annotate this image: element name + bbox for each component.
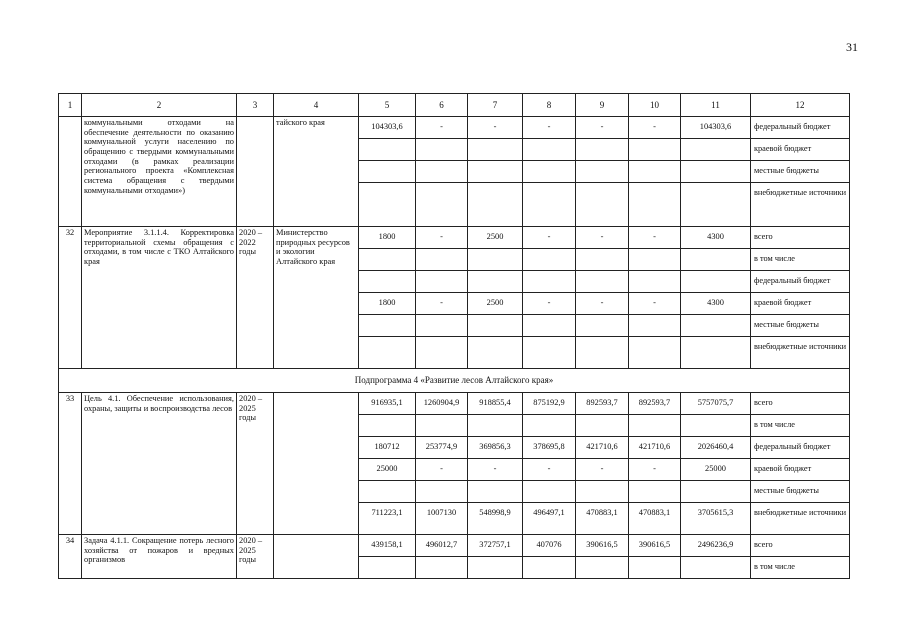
table-cell bbox=[523, 183, 576, 227]
table-cell: коммунальными отходами на обеспечение деятельности по оказанию коммунальной услуги населению по обращению с твердыми коммунальными отходами (в рамках реализации регионального проекта «Комплексная система обращения с твердыми коммунальными отходами») bbox=[82, 117, 237, 227]
program-table bbox=[58, 93, 850, 579]
table-cell: 104303,6 bbox=[359, 117, 416, 139]
table-cell bbox=[468, 139, 523, 161]
table-row bbox=[59, 393, 850, 415]
table-cell bbox=[359, 557, 416, 579]
table-cell bbox=[523, 337, 576, 369]
table-cell bbox=[576, 315, 629, 337]
table-cell: - bbox=[523, 293, 576, 315]
table-cell: 34 bbox=[59, 535, 82, 579]
table-cell bbox=[681, 337, 751, 369]
table-cell: 390616,5 bbox=[629, 535, 681, 557]
table-cell bbox=[629, 183, 681, 227]
table-cell: 918855,4 bbox=[468, 393, 523, 415]
table-cell: 875192,9 bbox=[523, 393, 576, 415]
table-cell: всего bbox=[751, 227, 850, 249]
table-cell bbox=[523, 249, 576, 271]
table-cell bbox=[416, 481, 468, 503]
table-cell: 548998,9 bbox=[468, 503, 523, 535]
table-cell bbox=[681, 139, 751, 161]
table-cell bbox=[416, 557, 468, 579]
table-cell bbox=[359, 271, 416, 293]
table-cell bbox=[416, 161, 468, 183]
table-cell: 916935,1 bbox=[359, 393, 416, 415]
table-cell: - bbox=[629, 459, 681, 481]
table-cell bbox=[523, 315, 576, 337]
table-cell bbox=[681, 249, 751, 271]
table-cell: 2496236,9 bbox=[681, 535, 751, 557]
table-cell bbox=[629, 161, 681, 183]
table-cell: 2500 bbox=[468, 227, 523, 249]
table-cell bbox=[416, 139, 468, 161]
table-cell: краевой бюджет bbox=[751, 459, 850, 481]
table-cell bbox=[629, 249, 681, 271]
table-cell: 180712 bbox=[359, 437, 416, 459]
table-cell: - bbox=[523, 227, 576, 249]
table-cell: 4300 bbox=[681, 227, 751, 249]
table-cell: тайского края bbox=[274, 117, 359, 227]
table-cell: - bbox=[416, 459, 468, 481]
table-cell: 378695,8 bbox=[523, 437, 576, 459]
table-row bbox=[59, 369, 850, 393]
table-cell: 2020 – 2025 годы bbox=[237, 535, 274, 579]
table-cell bbox=[576, 415, 629, 437]
table-cell: - bbox=[576, 117, 629, 139]
table-cell: 372757,1 bbox=[468, 535, 523, 557]
table-cell: 439158,1 bbox=[359, 535, 416, 557]
table-cell bbox=[576, 481, 629, 503]
column-header: 8 bbox=[523, 94, 576, 117]
table-cell: 4300 bbox=[681, 293, 751, 315]
table-cell: - bbox=[416, 293, 468, 315]
column-header: 5 bbox=[359, 94, 416, 117]
table-cell bbox=[523, 139, 576, 161]
table-cell bbox=[576, 139, 629, 161]
table-cell bbox=[237, 117, 274, 227]
table-row bbox=[59, 227, 850, 249]
table-cell bbox=[359, 139, 416, 161]
table-cell: 407076 bbox=[523, 535, 576, 557]
table-cell: - bbox=[576, 459, 629, 481]
table-cell: - bbox=[416, 227, 468, 249]
table-cell: Министерство природных ресурсов и экологии Алтайского края bbox=[274, 227, 359, 369]
column-header: 10 bbox=[629, 94, 681, 117]
table-cell bbox=[523, 481, 576, 503]
table-cell bbox=[468, 337, 523, 369]
table-cell: 5757075,7 bbox=[681, 393, 751, 415]
table-cell: 2026460,4 bbox=[681, 437, 751, 459]
table-cell: всего bbox=[751, 393, 850, 415]
table-cell bbox=[359, 249, 416, 271]
column-header: 4 bbox=[274, 94, 359, 117]
table-cell: краевой бюджет bbox=[751, 139, 850, 161]
table-cell: 2020 – 2025 годы bbox=[237, 393, 274, 535]
table-cell bbox=[523, 557, 576, 579]
table-cell bbox=[59, 117, 82, 227]
table-cell bbox=[468, 183, 523, 227]
table-cell: местные бюджеты bbox=[751, 315, 850, 337]
table-cell bbox=[576, 337, 629, 369]
table-cell bbox=[468, 249, 523, 271]
table-cell: 2020 – 2022 годы bbox=[237, 227, 274, 369]
table-cell: 1800 bbox=[359, 293, 416, 315]
table-cell bbox=[576, 183, 629, 227]
table-cell: всего bbox=[751, 535, 850, 557]
table-cell bbox=[274, 393, 359, 535]
column-header: 12 bbox=[751, 94, 850, 117]
table-cell bbox=[576, 557, 629, 579]
table-cell bbox=[416, 315, 468, 337]
table-cell: Мероприятие 3.1.1.4. Корректировка территориальной схемы обращения с отходами, в том числе с ТКО Алтайского края bbox=[82, 227, 237, 369]
table-cell: - bbox=[468, 459, 523, 481]
table-cell: федеральный бюджет bbox=[751, 437, 850, 459]
table-cell bbox=[359, 315, 416, 337]
table-cell bbox=[629, 139, 681, 161]
table-cell: 253774,9 bbox=[416, 437, 468, 459]
table-cell: 25000 bbox=[681, 459, 751, 481]
table-cell bbox=[576, 271, 629, 293]
table-cell bbox=[468, 557, 523, 579]
table-cell: внебюджетные источники bbox=[751, 503, 850, 535]
table-cell bbox=[681, 183, 751, 227]
table-cell: 892593,7 bbox=[629, 393, 681, 415]
table-cell: в том числе bbox=[751, 415, 850, 437]
table-cell bbox=[416, 183, 468, 227]
table-cell bbox=[359, 415, 416, 437]
table-cell: - bbox=[416, 117, 468, 139]
column-header: 1 bbox=[59, 94, 82, 117]
table-cell bbox=[681, 271, 751, 293]
table-cell: 2500 bbox=[468, 293, 523, 315]
table-cell: 25000 bbox=[359, 459, 416, 481]
table-row bbox=[59, 535, 850, 557]
table-cell: - bbox=[576, 293, 629, 315]
table-cell: 470883,1 bbox=[576, 503, 629, 535]
table-cell bbox=[681, 415, 751, 437]
table-cell bbox=[359, 337, 416, 369]
table-cell bbox=[468, 481, 523, 503]
table-cell bbox=[576, 249, 629, 271]
column-header: 11 bbox=[681, 94, 751, 117]
table-cell: 33 bbox=[59, 393, 82, 535]
table-cell: 470883,1 bbox=[629, 503, 681, 535]
table-cell: Задача 4.1.1. Сокращение потерь лесного хозяйства от пожаров и вредных организмов bbox=[82, 535, 237, 579]
table-cell: в том числе bbox=[751, 557, 850, 579]
table-cell bbox=[416, 249, 468, 271]
table-cell: 1007130 bbox=[416, 503, 468, 535]
table-cell: 892593,7 bbox=[576, 393, 629, 415]
column-header: 2 bbox=[82, 94, 237, 117]
table-cell: Цель 4.1. Обеспечение использования, охраны, защиты и воспроизводства лесов bbox=[82, 393, 237, 535]
table-cell: - bbox=[629, 227, 681, 249]
table-cell: местные бюджеты bbox=[751, 161, 850, 183]
table-cell bbox=[468, 315, 523, 337]
table-cell: 390616,5 bbox=[576, 535, 629, 557]
table-cell bbox=[359, 481, 416, 503]
table-cell bbox=[468, 271, 523, 293]
table-cell: - bbox=[629, 293, 681, 315]
table-cell: 104303,6 bbox=[681, 117, 751, 139]
table-cell: внебюджетные источники bbox=[751, 183, 850, 227]
table-cell: 369856,3 bbox=[468, 437, 523, 459]
column-header: 9 bbox=[576, 94, 629, 117]
table-cell bbox=[416, 271, 468, 293]
table-cell bbox=[576, 161, 629, 183]
column-header: 7 bbox=[468, 94, 523, 117]
table-cell bbox=[274, 535, 359, 579]
column-header: 6 bbox=[416, 94, 468, 117]
table-cell bbox=[523, 271, 576, 293]
table-cell bbox=[681, 161, 751, 183]
table-cell: 421710,6 bbox=[576, 437, 629, 459]
table-cell bbox=[523, 415, 576, 437]
table-cell: краевой бюджет bbox=[751, 293, 850, 315]
table-cell: 711223,1 bbox=[359, 503, 416, 535]
table-cell: 1260904,9 bbox=[416, 393, 468, 415]
table-cell bbox=[629, 557, 681, 579]
table-cell: 32 bbox=[59, 227, 82, 369]
table-cell bbox=[359, 183, 416, 227]
table-cell bbox=[359, 161, 416, 183]
table-cell: 496012,7 bbox=[416, 535, 468, 557]
table-cell: - bbox=[629, 117, 681, 139]
table-cell bbox=[523, 161, 576, 183]
table-cell bbox=[468, 161, 523, 183]
table-cell bbox=[681, 315, 751, 337]
table-cell bbox=[629, 337, 681, 369]
table-cell: 1800 bbox=[359, 227, 416, 249]
table-cell: 3705615,3 bbox=[681, 503, 751, 535]
table-cell: в том числе bbox=[751, 249, 850, 271]
table-cell bbox=[681, 557, 751, 579]
table-cell bbox=[468, 415, 523, 437]
table-cell bbox=[629, 271, 681, 293]
table-cell bbox=[629, 415, 681, 437]
table-cell: - bbox=[523, 459, 576, 481]
table-cell: - bbox=[523, 117, 576, 139]
table-cell: внебюджетные источники bbox=[751, 337, 850, 369]
table-cell bbox=[416, 337, 468, 369]
table-cell: федеральный бюджет bbox=[751, 271, 850, 293]
table-cell: местные бюджеты bbox=[751, 481, 850, 503]
table-cell: - bbox=[576, 227, 629, 249]
section-heading: Подпрограмма 4 «Развитие лесов Алтайского края» bbox=[59, 369, 850, 393]
table-cell: 496497,1 bbox=[523, 503, 576, 535]
table-cell: федеральный бюджет bbox=[751, 117, 850, 139]
table-cell bbox=[629, 315, 681, 337]
table-row bbox=[59, 117, 850, 139]
table-cell bbox=[681, 481, 751, 503]
table-body bbox=[59, 117, 850, 579]
column-number-row bbox=[59, 94, 850, 117]
table-cell bbox=[629, 481, 681, 503]
table-cell: - bbox=[468, 117, 523, 139]
page-number: 31 bbox=[846, 40, 858, 54]
column-header: 3 bbox=[237, 94, 274, 117]
table-cell: 421710,6 bbox=[629, 437, 681, 459]
table-cell bbox=[416, 415, 468, 437]
